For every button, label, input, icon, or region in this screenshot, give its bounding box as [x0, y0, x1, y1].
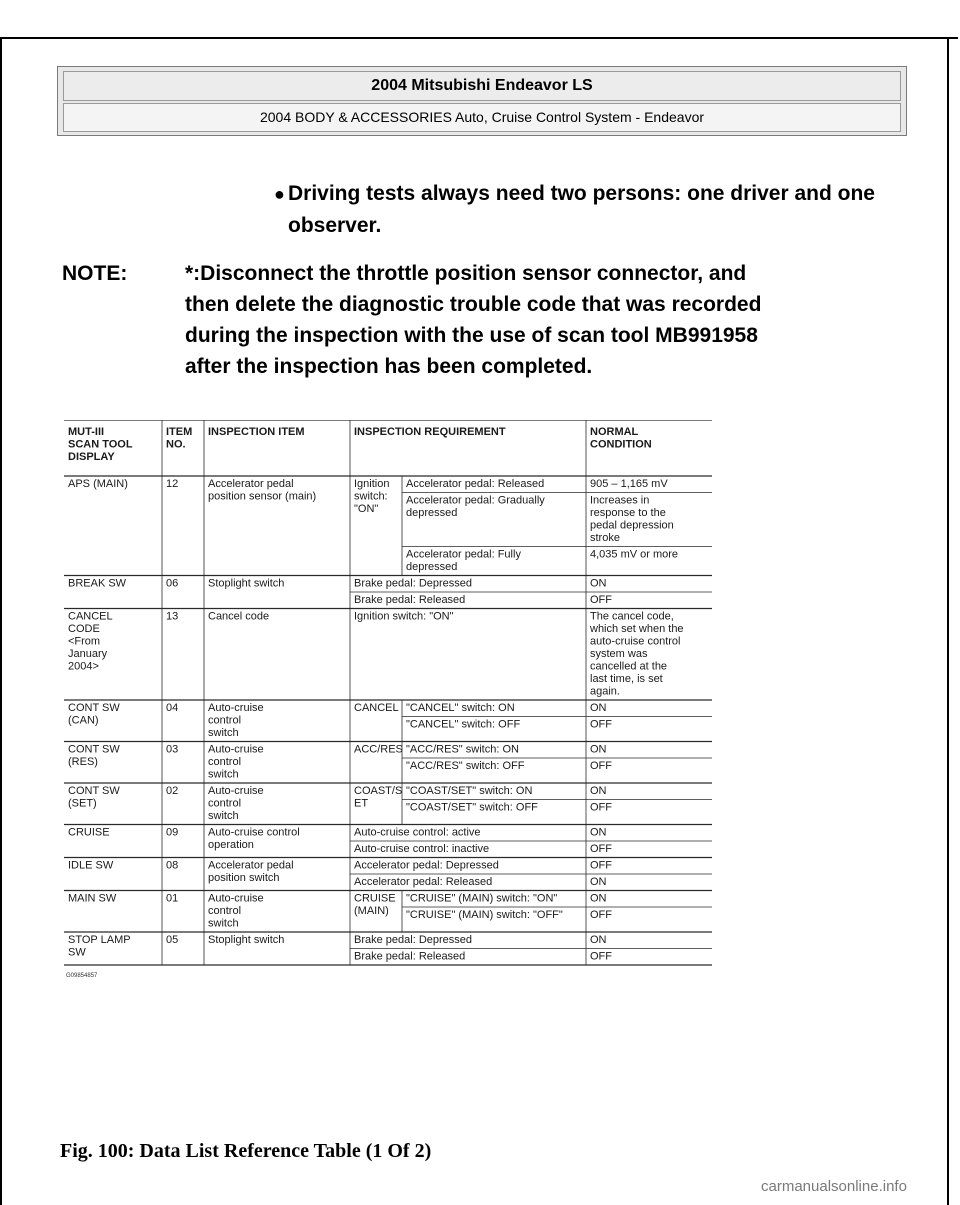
cell-sub-item: COAST/S: [354, 785, 403, 797]
cell-inspection-item: Stoplight switch: [208, 934, 285, 946]
cell-sub-item: switch:: [354, 490, 388, 503]
cell-normal-condition: again.: [590, 685, 620, 698]
cell-normal-condition: ON: [590, 743, 607, 756]
cell-scan-tool-display: (RES): [68, 756, 98, 768]
note-text: [185, 258, 905, 382]
cell-normal-condition: OFF: [590, 801, 612, 814]
cell-normal-condition: The cancel code,: [590, 610, 674, 623]
cell-sub-item: ET: [354, 797, 369, 810]
note-line: *:Disconnect the throttle position sensor connector, and: [185, 262, 747, 285]
cell-inspection-requirement: Accelerator pedal: Released: [354, 876, 493, 888]
cell-scan-tool-display: January: [68, 648, 108, 660]
header-subtitle-row: [63, 103, 901, 132]
cell-normal-condition: auto-cruise control: [590, 635, 681, 648]
cell-normal-condition: stroke: [590, 532, 620, 544]
cell-scan-tool-display: APS (MAIN): [68, 478, 128, 490]
cell-normal-condition: ON: [590, 892, 607, 905]
header-scan-tool-display: MUT-III: [68, 426, 105, 438]
cell-inspection-requirement: Brake pedal: Depressed: [354, 934, 473, 946]
cell-inspection-requirement: Brake pedal: Released: [354, 950, 466, 963]
header-title-row: [63, 71, 901, 101]
cell-scan-tool-display: IDLE SW: [68, 859, 114, 872]
cell-normal-condition: OFF: [590, 760, 612, 772]
note-line: during the inspection with the use of scan tool MB991958: [185, 324, 758, 347]
cell-scan-tool-display: BREAK SW: [68, 577, 127, 590]
cell-scan-tool-display: CONT SW: [68, 785, 120, 797]
cell-inspection-requirement: "COAST/SET" switch: OFF: [406, 801, 538, 814]
cell-sub-item: (MAIN): [354, 905, 389, 917]
cell-scan-tool-display: CONT SW: [68, 743, 120, 756]
cell-normal-condition: OFF: [590, 909, 612, 921]
cell-inspection-requirement: Accelerator pedal: Released: [406, 478, 545, 490]
page-frame-right: [947, 37, 949, 1205]
cell-item-no: 12: [166, 478, 179, 490]
cell-normal-condition: ON: [590, 577, 607, 590]
cell-inspection-item: Auto-cruise: [208, 743, 264, 756]
cell-scan-tool-display: STOP LAMP: [68, 934, 131, 946]
cell-inspection-requirement: Accelerator pedal: Depressed: [354, 859, 499, 872]
cell-inspection-item: position sensor (main): [208, 490, 317, 503]
cell-inspection-item: switch: [208, 810, 239, 822]
cell-item-no: 03: [166, 743, 179, 756]
cell-item-no: 06: [166, 577, 179, 590]
header-normal-condition: CONDITION: [590, 438, 652, 451]
cell-inspection-item: Cancel code: [208, 610, 270, 623]
header-inspection-requirement: INSPECTION REQUIREMENT: [354, 426, 506, 438]
cell-inspection-requirement: "ACC/RES" switch: OFF: [406, 760, 525, 772]
header-scan-tool-display: SCAN TOOL: [68, 438, 133, 451]
cell-inspection-requirement: Auto-cruise control: inactive: [354, 843, 490, 855]
cell-inspection-requirement: Accelerator pedal: Gradually: [406, 494, 545, 507]
cell-normal-condition: 905 – 1,165 mV: [590, 478, 668, 490]
cell-sub-item: CRUISE: [354, 892, 396, 905]
cell-scan-tool-display: SW: [68, 946, 86, 959]
header-normal-condition: NORMAL: [590, 426, 639, 438]
cell-normal-condition: OFF: [590, 843, 612, 855]
bullet-item: [274, 178, 888, 242]
cell-inspection-requirement: "CANCEL" switch: OFF: [406, 718, 521, 731]
cell-inspection-item: operation: [208, 839, 254, 851]
header-scan-tool-display: DISPLAY: [68, 451, 115, 463]
document-title: 2004 Mitsubishi Endeavor LS: [371, 77, 593, 94]
cell-normal-condition: OFF: [590, 859, 612, 872]
page-frame-top: [0, 37, 958, 39]
document-subtitle: 2004 BODY & ACCESSORIES Auto, Cruise Control System - Endeavor: [259, 109, 705, 125]
cell-inspection-item: control: [208, 797, 242, 810]
cell-inspection-item: switch: [208, 727, 239, 739]
note-line: then delete the diagnostic trouble code that was recorded: [185, 293, 762, 316]
cell-normal-condition: OFF: [590, 718, 612, 731]
cell-inspection-item: Auto-cruise control: [208, 826, 300, 839]
cell-normal-condition: Increases in: [590, 494, 650, 507]
cell-normal-condition: ON: [590, 785, 607, 797]
cell-normal-condition: ON: [590, 934, 607, 946]
cell-inspection-requirement: "ACC/RES" switch: ON: [406, 743, 519, 756]
cell-item-no: 01: [166, 892, 179, 905]
cell-inspection-requirement: Brake pedal: Released: [354, 594, 466, 606]
data-list-table-figure: [64, 420, 712, 1110]
cell-scan-tool-display: (SET): [68, 797, 97, 810]
cell-scan-tool-display: (CAN): [68, 714, 99, 727]
cell-inspection-item: control: [208, 905, 242, 917]
cell-inspection-requirement: Brake pedal: Depressed: [354, 577, 473, 590]
cell-inspection-requirement: Ignition switch: "ON": [354, 610, 454, 623]
cell-normal-condition: 4,035 mV or more: [590, 548, 679, 561]
cell-item-no: 05: [166, 934, 179, 946]
cell-inspection-requirement: Accelerator pedal: Fully: [406, 548, 521, 561]
header-item-no: ITEM: [166, 426, 193, 438]
cell-normal-condition: ON: [590, 826, 607, 839]
cell-inspection-item: Accelerator pedal: [208, 478, 294, 490]
note-label: NOTE:: [62, 262, 128, 285]
cell-scan-tool-display: CRUISE: [68, 826, 110, 839]
bullet-dot-icon: ●: [274, 184, 285, 204]
cell-scan-tool-display: 2004>: [68, 660, 99, 673]
cell-normal-condition: which set when the: [590, 623, 684, 635]
cell-inspection-item: switch: [208, 768, 239, 781]
cell-inspection-item: Accelerator pedal: [208, 859, 294, 872]
cell-scan-tool-display: CONT SW: [68, 702, 120, 714]
cell-item-no: 08: [166, 859, 179, 872]
page-frame-left: [0, 37, 2, 1205]
cell-sub-item: ACC/RES: [354, 743, 403, 756]
cell-normal-condition: OFF: [590, 950, 612, 963]
cell-normal-condition: system was: [590, 648, 648, 660]
cell-scan-tool-display: MAIN SW: [68, 892, 117, 905]
cell-inspection-requirement: depressed: [406, 507, 458, 519]
cell-normal-condition: pedal depression: [590, 519, 674, 532]
cell-normal-condition: response to the: [590, 507, 666, 519]
figure-caption: Fig. 100: Data List Reference Table (1 Of 2): [60, 1140, 432, 1162]
header-inspection-item: INSPECTION ITEM: [208, 426, 305, 438]
cell-inspection-requirement: "CRUISE" (MAIN) switch: "OFF": [406, 909, 563, 921]
cell-inspection-item: Stoplight switch: [208, 577, 285, 590]
bullet-text: Driving tests always need two persons: one driver and one observer.: [288, 182, 875, 237]
cell-sub-item: CANCEL: [354, 702, 399, 714]
cell-inspection-item: control: [208, 756, 242, 768]
cell-item-no: 04: [166, 702, 179, 714]
cell-inspection-requirement: "COAST/SET" switch: ON: [406, 785, 533, 797]
figure-code: G09854857: [66, 973, 98, 979]
cell-scan-tool-display: <From: [68, 635, 101, 648]
cell-scan-tool-display: CODE: [68, 623, 100, 635]
header-item-no: NO.: [166, 438, 186, 451]
cell-item-no: 02: [166, 785, 179, 797]
cell-inspection-requirement: "CANCEL" switch: ON: [406, 702, 515, 714]
cell-inspection-item: control: [208, 714, 242, 727]
cell-inspection-item: Auto-cruise: [208, 785, 264, 797]
cell-sub-item: Ignition: [354, 478, 390, 490]
cell-normal-condition: OFF: [590, 594, 612, 606]
note-line: after the inspection has been completed.: [185, 355, 593, 378]
cell-scan-tool-display: CANCEL: [68, 610, 113, 623]
document-header: [57, 66, 907, 136]
cell-inspection-item: switch: [208, 917, 239, 930]
cell-inspection-item: position switch: [208, 872, 280, 884]
watermark: carmanualsonline.info: [761, 1178, 907, 1195]
cell-inspection-item: Auto-cruise: [208, 892, 264, 905]
cell-normal-condition: cancelled at the: [590, 660, 668, 673]
cell-item-no: 09: [166, 826, 179, 839]
cell-inspection-requirement: "CRUISE" (MAIN) switch: "ON": [406, 892, 558, 905]
cell-sub-item: "ON": [354, 503, 379, 515]
cell-inspection-requirement: Auto-cruise control: active: [354, 826, 481, 839]
cell-inspection-requirement: depressed: [406, 561, 458, 573]
cell-item-no: 13: [166, 610, 179, 623]
cell-normal-condition: ON: [590, 702, 607, 714]
cell-inspection-item: Auto-cruise: [208, 702, 264, 714]
data-list-reference-table: [64, 420, 712, 1110]
cell-normal-condition: ON: [590, 876, 607, 888]
cell-normal-condition: last time, is set: [590, 673, 663, 685]
